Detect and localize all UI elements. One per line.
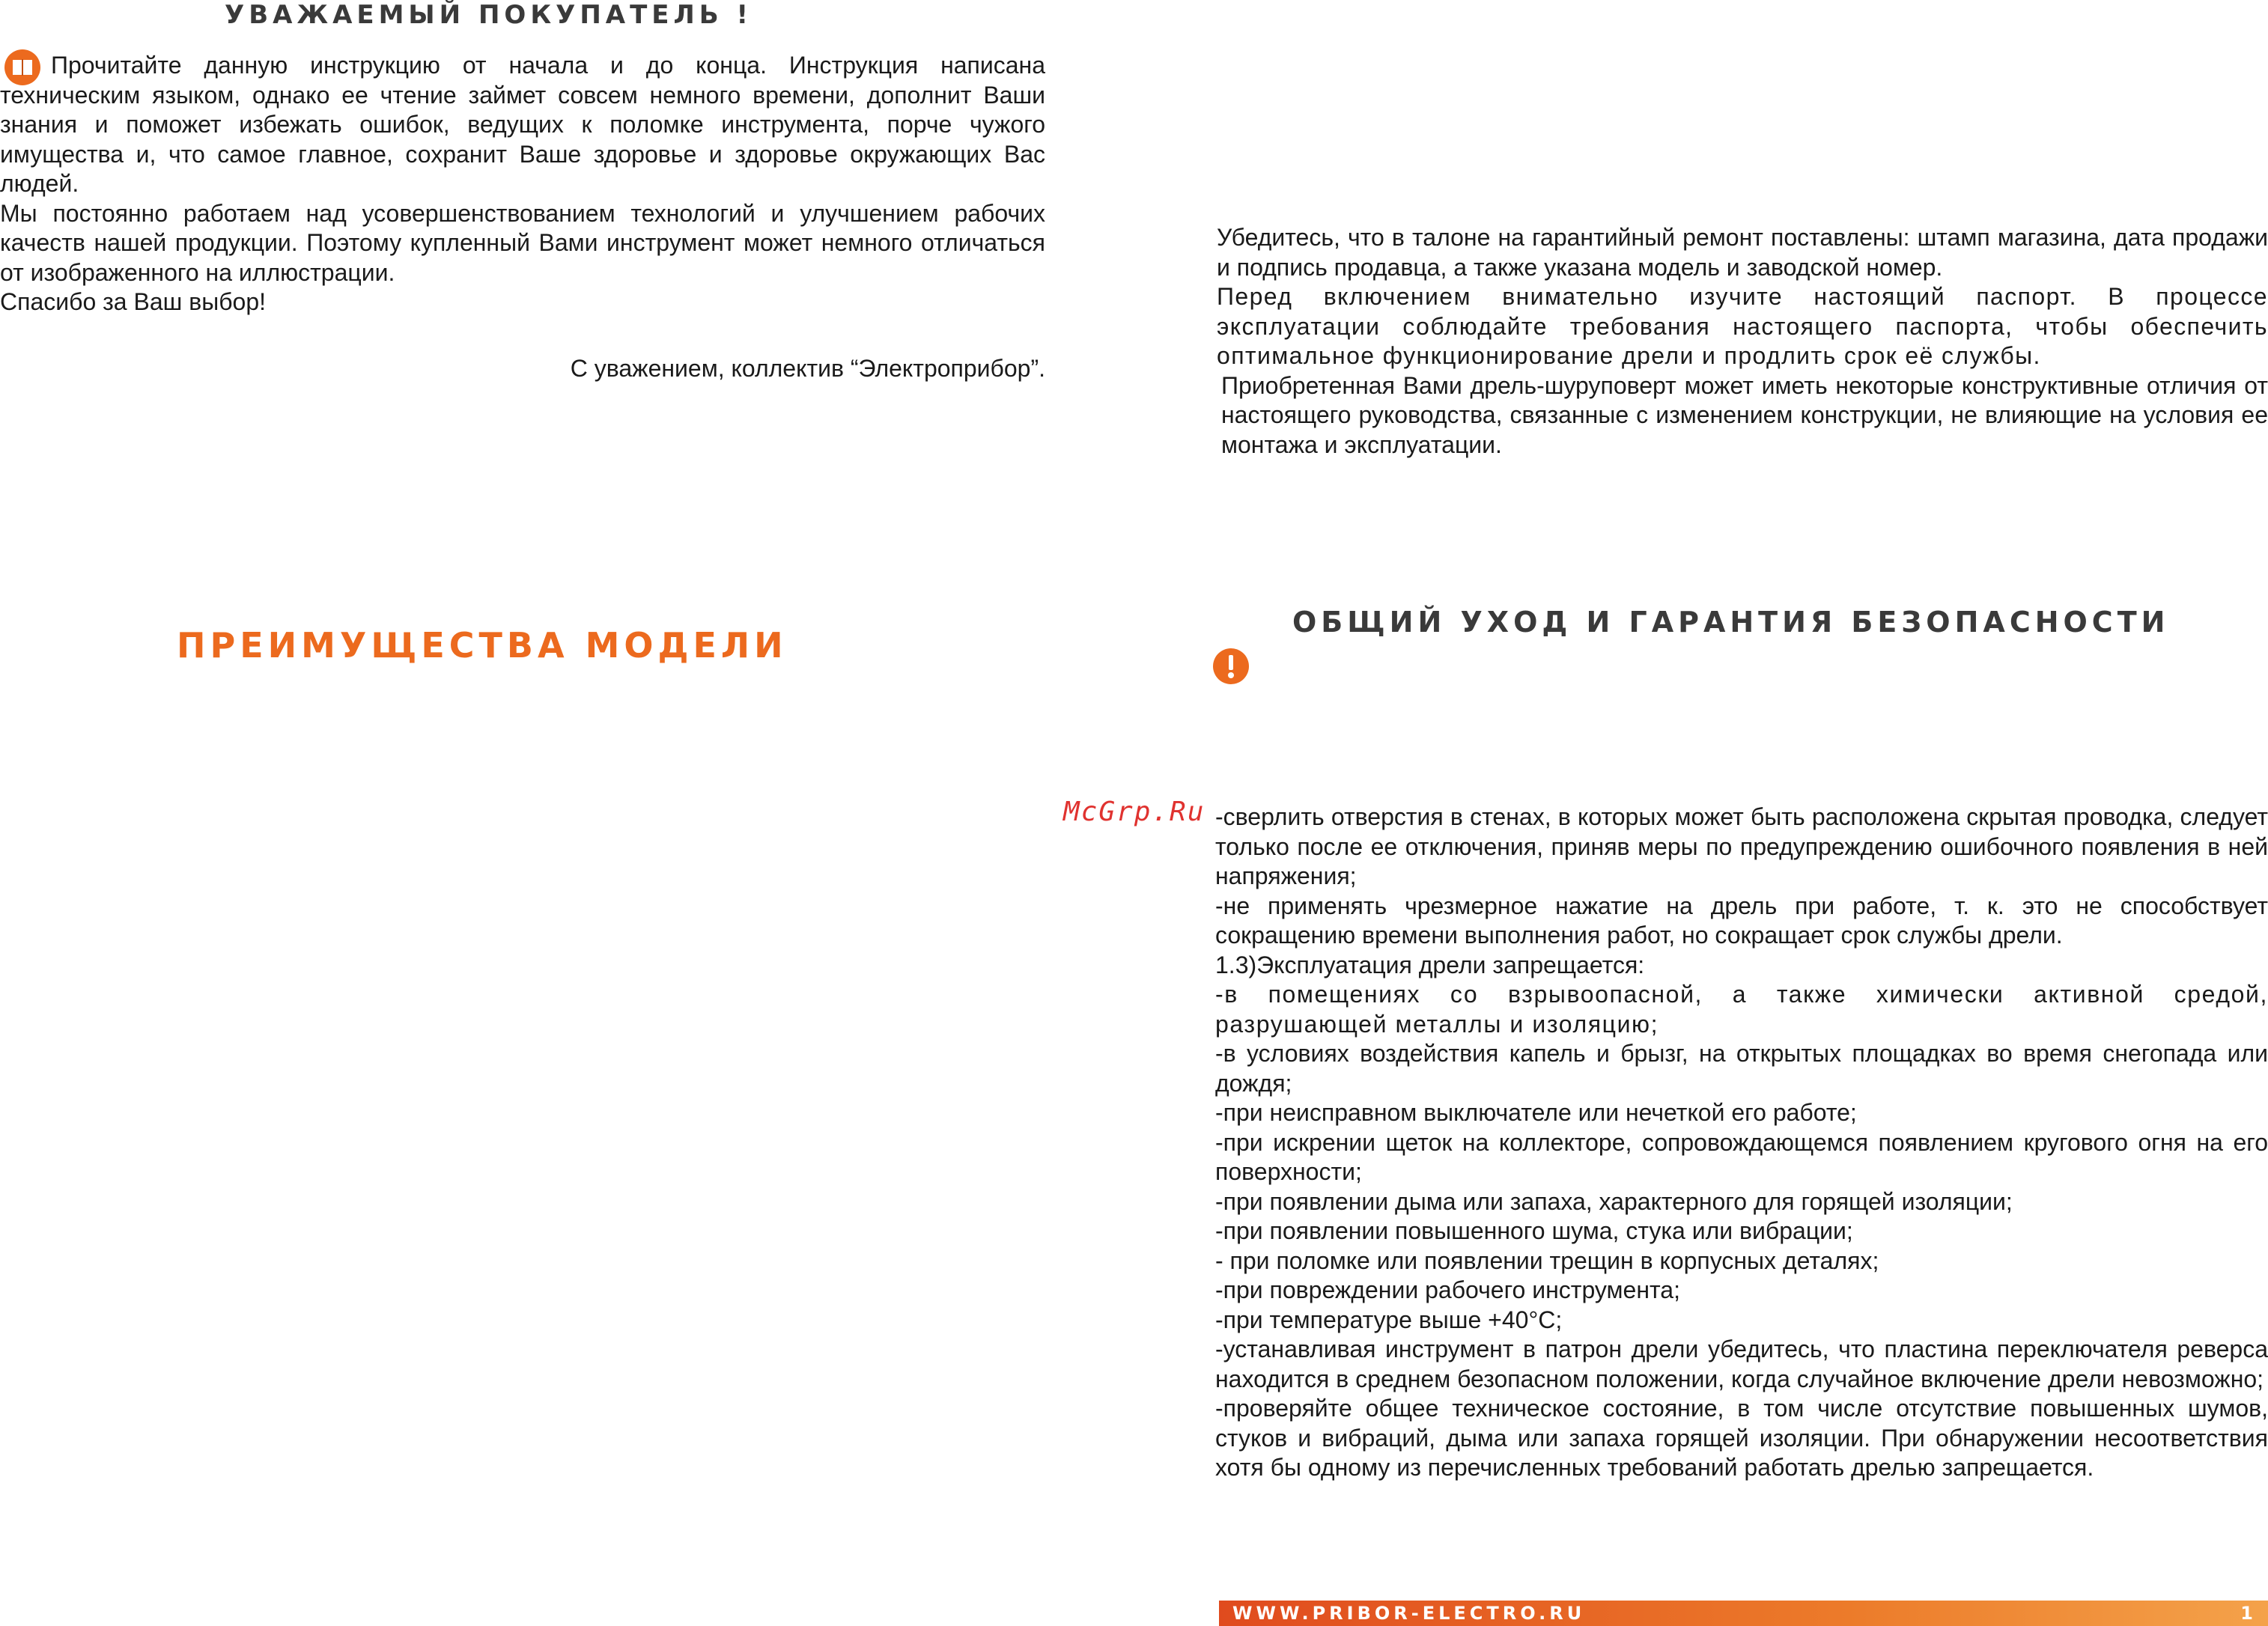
intro-paragraph: Прочитайте данную инструкцию от начала и до конца. Инструкция написана техническим языком, однако ее чтение займет совсем немного времени, дополнит Ваши знания и поможет избежать ошибок, ведущих к поломке инструмента, порче чужого имущества и, что самое главное, сохранит Ваше здоровье и здоровье окружающих Вас людей.	[0, 52, 1045, 197]
page-number: 1	[2240, 1603, 2253, 1624]
safety-line: -не применять чрезмерное нажатие на дрель при работе, т. к. это не способствует сокращению времени выполнения работ, но сокращает срок службы дрели.	[1215, 892, 2268, 948]
safety-list	[1215, 803, 2268, 1483]
safety-line: -при неисправном выключателе или нечеткой его работе;	[1215, 1099, 1857, 1126]
safety-line: -при искрении щеток на коллекторе, сопровождающемся появлением кругового огня на его поверхности;	[1215, 1128, 2268, 1185]
safety-line: 1.3)Эксплуатация дрели запрещается:	[1215, 951, 1645, 978]
watermark: McGrp.Ru	[1063, 797, 1206, 827]
thanks-text: Спасибо за Ваш выбор!	[0, 288, 266, 315]
care-heading: ОБЩИЙ УХОД И ГАРАНТИЯ БЕЗОПАСНОСТИ	[1292, 606, 2170, 639]
safety-line: -сверлить отверстия в стенах, в которых может быть расположена скрытая проводка, следует только после ее отключения, приняв меры по предупреждению ошибочного появления в ней напряжения;	[1215, 803, 2268, 889]
safety-line: -при температуре выше +40°С;	[1215, 1306, 1563, 1333]
safety-line: -при повреждении рабочего инструмента;	[1215, 1276, 1680, 1303]
greeting-heading: УВАЖАЕМЫЙ ПОКУПАТЕЛЬ !	[225, 0, 753, 30]
safety-line: -устанавливая инструмент в патрон дрели убедитесь, что пластина переключателя реверса находится в среднем безопасном положении, когда случайное включение дрели невозможно;	[1215, 1336, 2268, 1392]
intro-right-text	[1217, 223, 2268, 460]
signature: С уважением, коллектив “Электроприбор”.	[570, 355, 1045, 382]
safety-line: -проверяйте общее техническое состояние, в том числе отсутствие повышенных шумов, стуков и вибраций, дыма или запаха горящей изоляции. При обнаружении несоответствия хотя бы одному из перечисленных требований работать дрелью запрещается.	[1215, 1395, 2268, 1481]
warranty-check: Убедитесь, что в талоне на гарантийный ремонт поставлены: штамп магазина, дата продажи и подпись продавца, а также указана модель и заводской номер.	[1217, 224, 2268, 281]
improvement-paragraph: Мы постоянно работаем над усовершенствованием технологий и улучшением рабочих качеств нашей продукции. Поэтому купленный Вами инструмент может немного отличаться от изображенного на иллюстрации.	[0, 199, 1045, 286]
advantages-heading: ПРЕИМУЩЕСТВА МОДЕЛИ	[177, 625, 788, 666]
footer-url[interactable]: WWW.PRIBOR-ELECTRO.RU	[1232, 1603, 1586, 1624]
safety-line: -в условиях воздействия капель и брызг, на открытых площадках во время снегопада или дождя;	[1215, 1040, 2268, 1097]
footer-bar	[1219, 1601, 2268, 1626]
warning-icon	[1213, 648, 1249, 684]
safety-line: -при появлении повышенного шума, стука или вибрации;	[1215, 1217, 1853, 1244]
safety-line: -при появлении дыма или запаха, характерного для горящей изоляции;	[1215, 1187, 2013, 1215]
study-passport: Перед включением внимательно изучите настоящий паспорт. В процессе эксплуатации соблюдайте требования настоящего паспорта, чтобы обеспечить оптимальное функционирование дрели и продлить срок её службы.	[1217, 283, 2268, 369]
safety-line: -в помещениях со взрывоопасной, а также химически активной средой, разрушающей металлы и изоляцию;	[1215, 981, 2268, 1038]
design-differences: Приобретенная Вами дрель-шуруповерт может иметь некоторые конструктивные отличия от настоящего руководства, связанные с изменением конструкции, не влияющие на условия ее монтажа и эксплуатации.	[1221, 371, 2268, 458]
safety-line: - при поломке или появлении трещин в корпусных деталях;	[1215, 1246, 1879, 1274]
intro-text	[0, 51, 1045, 317]
